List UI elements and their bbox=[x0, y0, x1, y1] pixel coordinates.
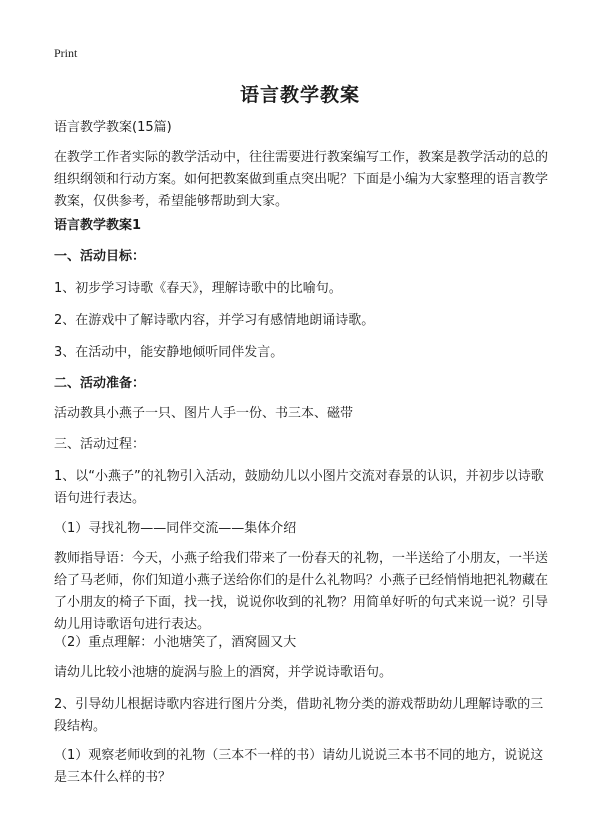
sub-step-2: （2）重点理解：小池塘笑了，酒窝圆又大 bbox=[54, 635, 297, 650]
teacher-guide-paragraph: 教师指导语：今天，小燕子给我们带来了一份春天的礼物，一半送给了小朋友，一半送给了马老师，你们知道小燕子送给你们的是什么礼物吗？小燕子已经悄悄地把礼物藏在了小朋友的椅子下面，找一找，说说你收到的礼物？用简单好听的句式来说一说？引导幼儿用诗歌语句进行表达。 bbox=[54, 551, 549, 632]
goal-item: 1、初步学习诗歌《春天》，理解诗歌中的比喻句。 bbox=[54, 281, 342, 296]
process-step-2: 2、引导幼儿根据诗歌内容进行图片分类，借助礼物分类的游戏帮助幼儿理解诗歌的三段结构。 bbox=[54, 697, 544, 734]
sub-step-3: （1）观察老师收到的礼物（三本不一样的书）请幼儿说说三本书不同的地方，说说这是三本什么样的书？ bbox=[54, 748, 544, 785]
prep-paragraph: 活动教具小燕子一只、图片人手一份、书三本、磁带 bbox=[54, 406, 354, 421]
section-title: 语言教学教案1 bbox=[54, 218, 142, 233]
page-title: 语言教学教案 bbox=[239, 84, 360, 106]
goals-heading: 一、活动目标： bbox=[54, 249, 146, 264]
intro-paragraph: 在教学工作者实际的教学活动中，往往需要进行教案编写工作，教案是教学活动的总的组织纲领和行动方案。如何把教案做到重点突出呢？下面是小编为大家整理的语言教学教案，仅供参考，希望能够帮助到大家。 bbox=[54, 150, 549, 209]
process-step-1: 1、以“小燕子”的礼物引入活动，鼓励幼儿以小图片交流对春景的认识，并初步以诗歌语句进行表达。 bbox=[54, 469, 544, 506]
print-link[interactable]: Print bbox=[54, 46, 78, 60]
goal-item: 3、在活动中，能安静地倾听同伴发言。 bbox=[54, 345, 284, 360]
goal-item: 2、在游戏中了解诗歌内容，并学习有感情地朗诵诗歌。 bbox=[54, 313, 375, 328]
process-heading: 三、活动过程： bbox=[54, 437, 146, 452]
prep-heading: 二、活动准备： bbox=[54, 376, 146, 391]
document-subtitle: 语言教学教案(15篇) bbox=[54, 120, 172, 135]
sub-step-1: （1）寻找礼物——同伴交流——集体介绍 bbox=[54, 521, 297, 536]
compare-paragraph: 请幼儿比较小池塘的旋涡与脸上的酒窝，并学说诗歌语句。 bbox=[54, 665, 393, 680]
